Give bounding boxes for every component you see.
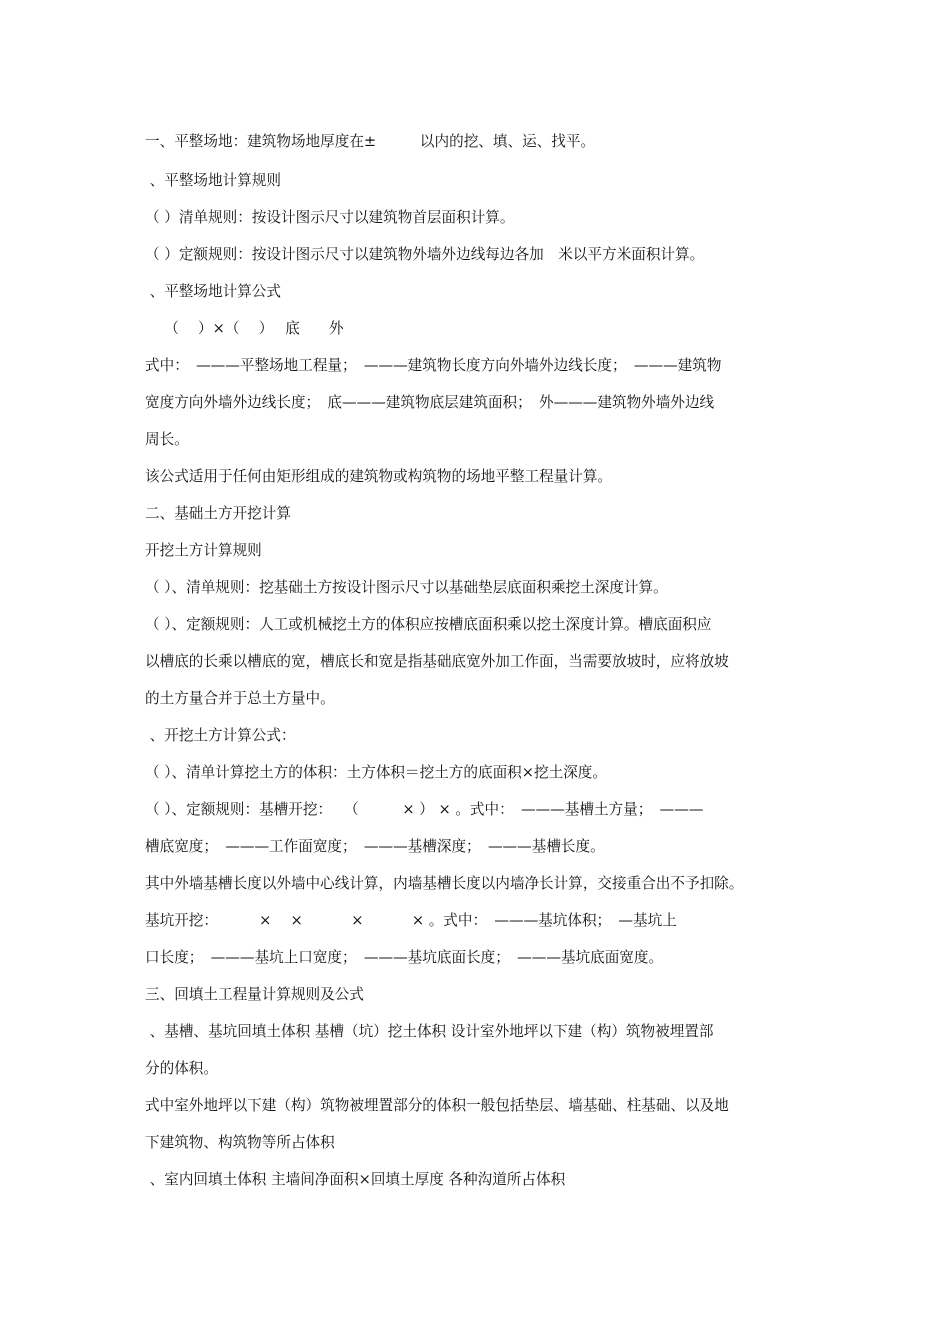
formula-line: （ ）×（ ） 底 外 [145, 320, 344, 337]
text-line: 基坑开挖： × × × × 。式中： ———基坑体积； —基坑上 [145, 912, 677, 929]
text-line: 以槽底的长乘以槽底的宽，槽底长和宽是指基础底宽外加工作面，当需要放坡时，应将放坡 [145, 653, 729, 670]
text-line: （ ）定额规则：按设计图示尺寸以建筑物外墙外边线每边各加 米以平方米面积计算。 [145, 246, 705, 263]
text-line: 下建筑物、构筑物等所占体积 [145, 1134, 335, 1151]
text-line: （ ）、清单规则：挖基础土方按设计图示尺寸以基础垫层底面积乘挖土深度计算。 [145, 579, 668, 596]
text-line: 的土方量合并于总土方量中。 [145, 690, 335, 707]
text-line: 分的体积。 [145, 1060, 218, 1077]
text-line: 、平整场地计算规则 [145, 172, 281, 189]
text-line: 周长。 [145, 431, 189, 448]
text-line: （ ）清单规则：按设计图示尺寸以建筑物首层面积计算。 [145, 209, 515, 226]
text-line: 、开挖土方计算公式： [145, 727, 296, 744]
text-line: 槽底宽度； ———工作面宽度； ———基槽深度； ———基槽长度。 [145, 838, 605, 855]
text-line: 式中： ———平整场地工程量； ———建筑物长度方向外墙外边线长度； ———建筑物 [145, 357, 722, 374]
section-3-heading: 三、回填土工程量计算规则及公式 [145, 986, 364, 1003]
text-line: 、平整场地计算公式 [145, 283, 281, 300]
text-line: （ ）、定额规则：基槽开挖： （ × ） × 。式中： ———基槽土方量； ——— [145, 801, 704, 818]
text-line: 宽度方向外墙外边线长度； 底———建筑物底层建筑面积； 外———建筑物外墙外边线 [145, 394, 715, 411]
text-line: 该公式适用于任何由矩形组成的建筑物或构筑物的场地平整工程量计算。 [145, 468, 613, 485]
text-line: 、基槽、基坑回填土体积 基槽（坑）挖土体积 设计室外地坪以下建（构）筑物被埋置部 [145, 1023, 714, 1040]
text-line: 其中外墙基槽长度以外墙中心线计算，内墙基槽长度以内墙净长计算，交接重合出不予扣除。 [145, 875, 744, 892]
text-line: 、室内回填土体积 主墙间净面积×回填土厚度 各种沟道所占体积 [145, 1171, 566, 1188]
section-1-heading: 一、平整场地：建筑物场地厚度在± 以内的挖、填、运、找平。 [145, 133, 596, 150]
text-line: 式中室外地坪以下建（构）筑物被埋置部分的体积一般包括垫层、墙基础、柱基础、以及地 [145, 1097, 729, 1114]
text-line: 口长度； ———基坑上口宽度； ———基坑底面长度； ———基坑底面宽度。 [145, 949, 664, 966]
text-line: （ ）、清单计算挖土方的体积：土方体积＝挖土方的底面积×挖土深度。 [145, 764, 607, 781]
text-line: 开挖土方计算规则 [145, 542, 262, 559]
section-2-heading: 二、基础土方开挖计算 [145, 505, 291, 522]
text-line: （ ）、定额规则：人工或机械挖土方的体积应按槽底面积乘以挖土深度计算。槽底面积应 [145, 616, 712, 633]
